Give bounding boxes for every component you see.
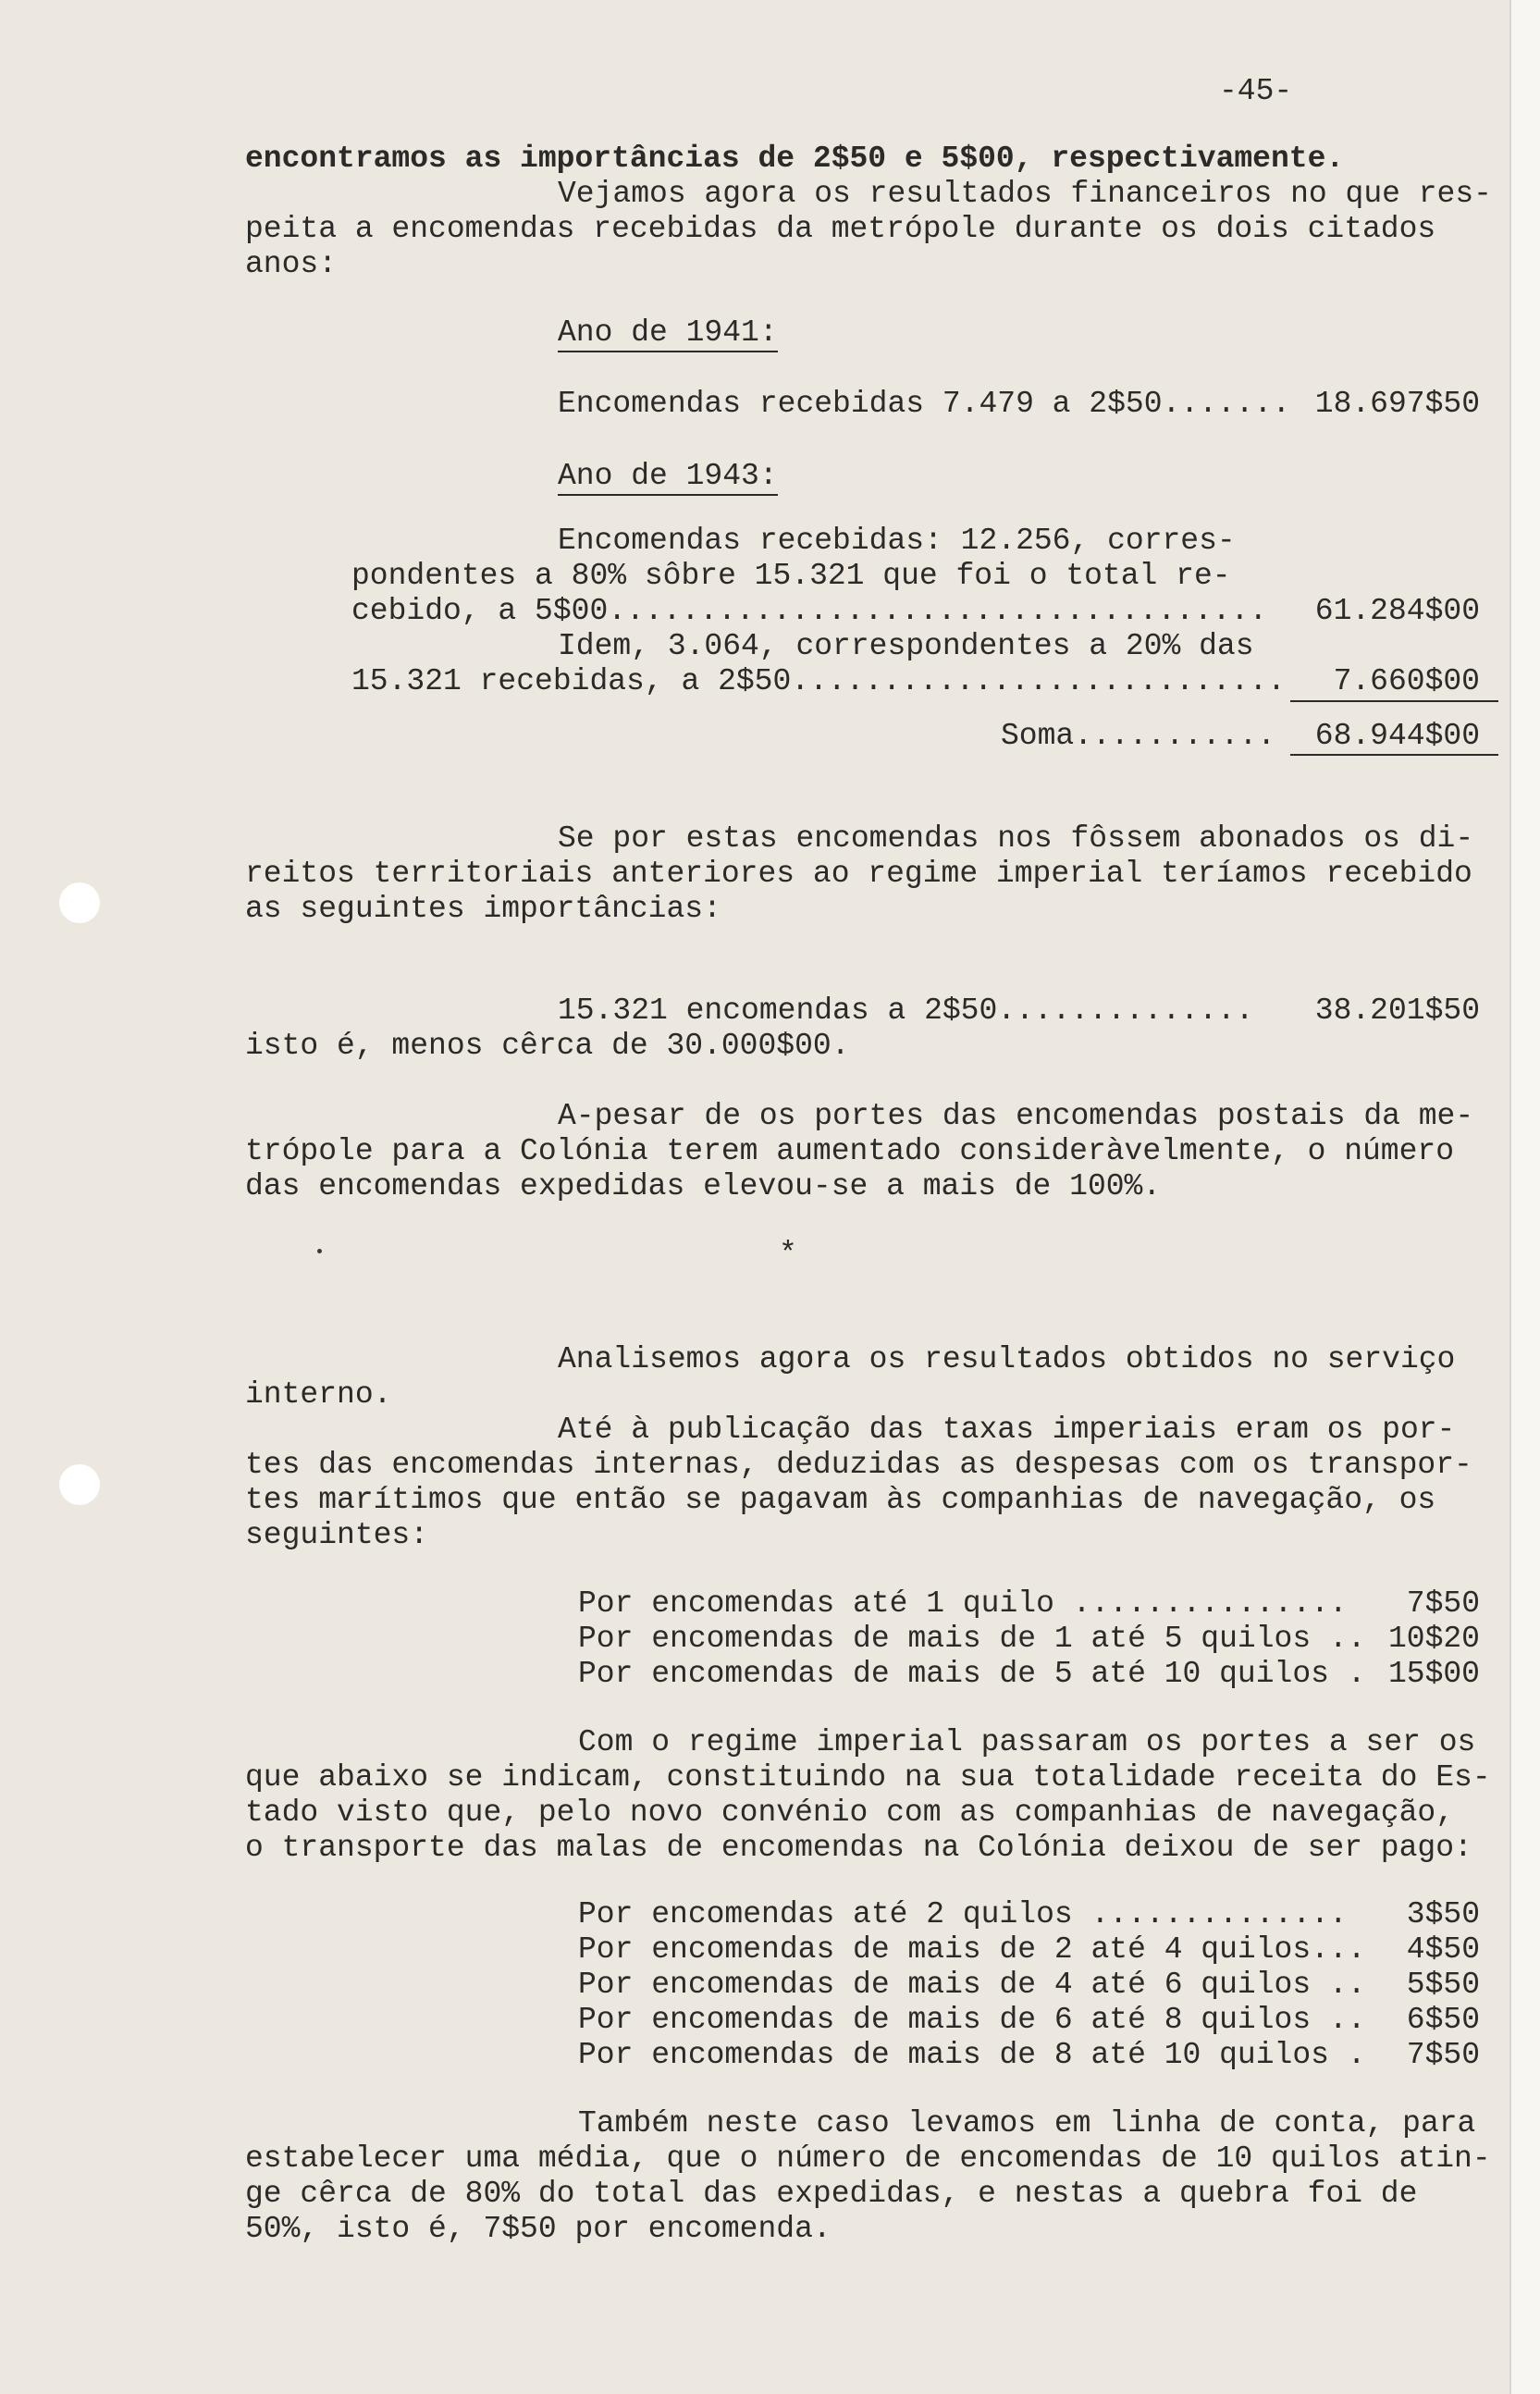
paragraph-line: que abaixo se indicam, constituindo na sua totalidade receita do Es- [245, 1760, 1491, 1795]
paragraph-line: isto é, menos cêrca de 30.000$00. [245, 1029, 850, 1063]
punch-hole-top [59, 882, 100, 923]
paragraph-line: encontramos as importâncias de 2$50 e 5$00, respectivamente. [245, 142, 1345, 176]
sum-value: 68.944$00 [1314, 719, 1480, 753]
section-heading-1941: Ano de 1941: [558, 315, 778, 352]
page-edge [1509, 0, 1540, 2394]
paragraph-line: anos: [245, 247, 338, 281]
section-heading-1943: Ano de 1943: [558, 459, 778, 496]
sum-rule [1290, 700, 1498, 702]
paragraph-line: Idem, 3.064, correspondentes a 20% das [558, 629, 1254, 663]
page-number: -45- [1219, 74, 1293, 108]
paragraph-line: reitos territoriais anteriores ao regime imperial teríamos recebido [245, 857, 1472, 891]
rate-label: Por encomendas de mais de 5 até 10 quilos . [578, 1657, 1366, 1691]
paragraph-line: Se por estas encomendas nos fôssem abonados os di- [558, 821, 1474, 856]
ledger-value: 38.201$50 [1314, 993, 1480, 1028]
paragraph-line: pondentes a 80% sôbre 15.321 que foi o total re- [351, 559, 1231, 593]
punch-hole-bottom [59, 1464, 100, 1505]
paragraph-line: trópole para a Colónia terem aumentado consideràvelmente, o número [245, 1134, 1455, 1168]
paragraph-line: o transporte das malas de encomendas na Colónia deixou de ser pago: [245, 1831, 1472, 1865]
rate-value: 3$50 [1406, 1897, 1480, 1931]
paragraph-line: estabelecer uma média, que o número de encomendas de 10 quilos atin- [245, 2141, 1491, 2176]
rate-value: 7$50 [1406, 2038, 1480, 2072]
paragraph-line: A-pesar de os portes das encomendas postais da me- [558, 1099, 1474, 1133]
sum-label: Soma........... [1001, 719, 1276, 753]
rate-label: Por encomendas de mais de 6 até 8 quilos .. [578, 2003, 1366, 2037]
paragraph-line: Vejamos agora os resultados financeiros no que res- [558, 177, 1492, 211]
sum-rule [1290, 754, 1498, 756]
rate-value: 7$50 [1406, 1586, 1480, 1621]
paragraph-line: 50%, isto é, 7$50 por encomenda. [245, 2212, 832, 2246]
paragraph-line: interno. [245, 1377, 392, 1412]
ledger-value-1941: 18.697$50 [1314, 387, 1480, 421]
rate-value: 5$50 [1406, 1968, 1480, 2002]
rate-label: Por encomendas até 2 quilos .............. [578, 1897, 1348, 1931]
paragraph-line: tes das encomendas internas, deduzidas as despesas com os transpor- [245, 1448, 1472, 1482]
paragraph-line: Também neste caso levamos em linha de conta, para [578, 2106, 1476, 2141]
paragraph-line: das encomendas expedidas elevou-se a mais de 100%. [245, 1169, 1162, 1203]
paragraph-line: tes marítimos que então se pagavam às companhias de navegação, os [245, 1483, 1436, 1517]
rate-label: Por encomendas de mais de 1 até 5 quilos .. [578, 1622, 1366, 1656]
paragraph-line: Analisemos agora os resultados obtidos no serviço [558, 1342, 1456, 1376]
paragraph-line: peita a encomendas recebidas da metrópole durante os dois citados [245, 212, 1436, 246]
stray-mark [317, 1249, 322, 1253]
ledger-line: cebido, a 5$00.................................... [351, 594, 1268, 628]
rate-value: 6$50 [1406, 2003, 1480, 2037]
ledger-value: 7.660$00 [1333, 664, 1480, 698]
ledger-line: 15.321 encomendas a 2$50.............. [558, 993, 1254, 1028]
paragraph-line: Até à publicação das taxas imperiais eram os por- [558, 1413, 1456, 1447]
ledger-line-1941: Encomendas recebidas 7.479 a 2$50....... [558, 387, 1291, 421]
rate-label: Por encomendas de mais de 4 até 6 quilos .. [578, 1968, 1366, 2002]
section-separator: * [779, 1237, 797, 1271]
paragraph-line: as seguintes importâncias: [245, 892, 721, 926]
paragraph-line: seguintes: [245, 1518, 429, 1552]
rate-value: 15$00 [1387, 1657, 1480, 1691]
rate-value: 4$50 [1406, 1932, 1480, 1967]
rate-label: Por encomendas até 1 quilo ............... [578, 1586, 1348, 1621]
paragraph-line: ge cêrca de 80% do total das expedidas, e nestas a quebra foi de [245, 2177, 1418, 2211]
ledger-line: 15.321 recebidas, a 2$50........................... [351, 664, 1286, 698]
rate-value: 10$20 [1387, 1622, 1480, 1656]
paragraph-line: Com o regime imperial passaram os portes a ser os [578, 1725, 1476, 1759]
ledger-value: 61.284$00 [1314, 594, 1480, 628]
rate-label: Por encomendas de mais de 2 até 4 quilos... [578, 1932, 1366, 1967]
paragraph-line: Encomendas recebidas: 12.256, corres- [558, 524, 1236, 558]
rate-label: Por encomendas de mais de 8 até 10 quilos . [578, 2038, 1366, 2072]
paragraph-line: tado visto que, pelo novo convénio com as companhias de navegação, [245, 1796, 1455, 1830]
